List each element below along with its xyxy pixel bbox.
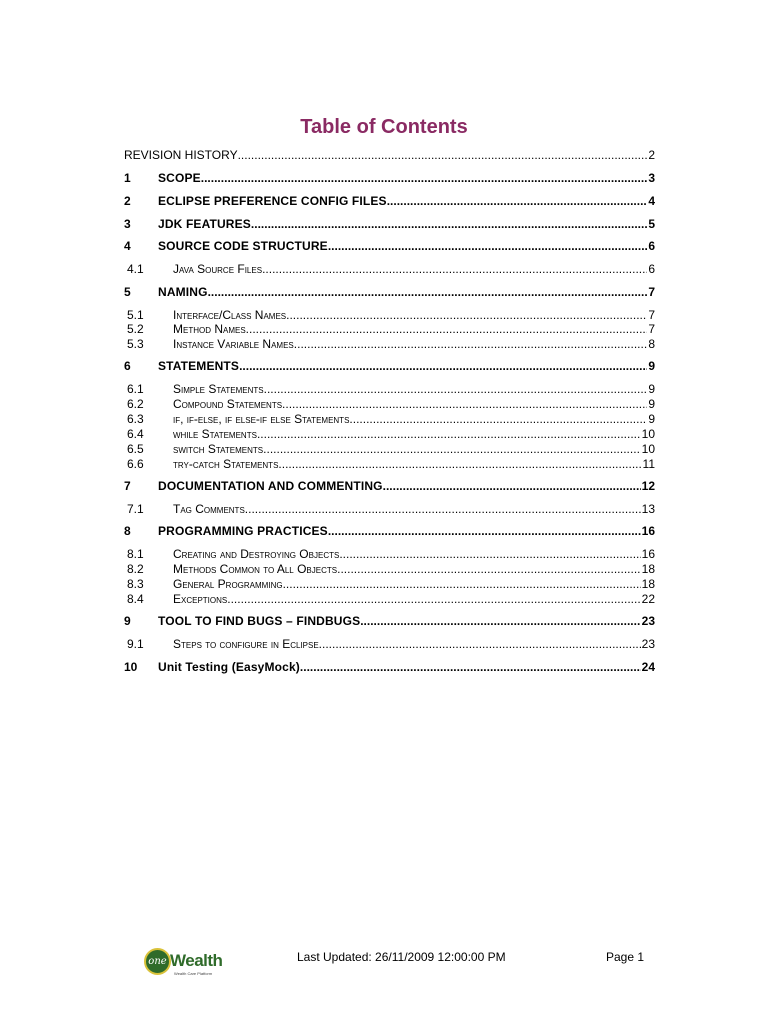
toc-entry[interactable]: [124, 148, 655, 162]
toc-entry-title: Instance Variable Names: [173, 337, 294, 351]
toc-entry-title: while Statements: [173, 427, 257, 441]
toc-entry[interactable]: [124, 285, 655, 299]
toc-entry[interactable]: [124, 479, 655, 493]
toc-entry-number: 8: [124, 524, 131, 538]
toc-entry-row: [173, 562, 655, 576]
dot-leader: [339, 547, 640, 561]
toc-entry-title: General Programming: [173, 577, 283, 591]
logo-mark-icon: one: [144, 948, 171, 975]
toc-entry-page: 13: [641, 502, 655, 516]
dot-leader: [227, 592, 640, 606]
toc-entry-row: [158, 660, 655, 674]
toc-entry-page: 23: [641, 614, 655, 628]
toc-entry-number: 8.3: [127, 577, 144, 591]
dot-leader: [208, 285, 648, 299]
toc-entry-number: 10: [124, 660, 138, 674]
toc-entry-number: 7: [124, 479, 131, 493]
dot-leader: [337, 562, 641, 576]
toc-subentry[interactable]: [124, 577, 655, 591]
toc-entry-row: [173, 337, 655, 351]
toc-entry-page: 4: [648, 194, 655, 208]
toc-entry-page: 7: [648, 285, 655, 299]
toc-entry-page: 22: [641, 592, 655, 606]
toc-entry-title: REVISION HISTORY: [124, 148, 238, 162]
toc-entry-page: 16: [641, 547, 655, 561]
toc-entry-title: Exceptions: [173, 592, 228, 606]
toc-subentry[interactable]: [124, 457, 655, 471]
toc-entry-number: 8.4: [127, 592, 144, 606]
toc-entry-number: 1: [124, 171, 131, 185]
dot-leader: [283, 577, 641, 591]
toc-entry[interactable]: [124, 217, 655, 231]
dot-leader: [251, 217, 647, 231]
toc-entry-number: 4.1: [127, 262, 144, 276]
dot-leader: [278, 457, 641, 471]
toc-entry-row: [173, 322, 655, 336]
toc-entry-title: PROGRAMMING PRACTICES: [158, 524, 328, 538]
toc-subentry[interactable]: [124, 322, 655, 336]
toc-subentry[interactable]: [124, 502, 655, 516]
toc-entry[interactable]: [124, 239, 655, 253]
toc-subentry[interactable]: [124, 397, 655, 411]
toc-entry[interactable]: [124, 660, 655, 674]
toc-entry-title: Creating and Destroying Objects: [173, 547, 340, 561]
onewealth-logo: [144, 947, 234, 979]
toc-entry-page: 3: [648, 171, 655, 185]
toc-subentry[interactable]: [124, 412, 655, 426]
toc-entry-title: Interface/Class Names: [173, 308, 287, 322]
toc-entry-number: 6.6: [127, 457, 144, 471]
toc-subentry[interactable]: [124, 262, 655, 276]
toc-entry-number: 9: [124, 614, 131, 628]
toc-entry-page: 6: [648, 239, 655, 253]
dot-leader: [282, 397, 647, 411]
toc-entry-row: [173, 457, 655, 471]
dot-leader: [349, 412, 647, 426]
logo-wordmark: Wealth: [170, 951, 223, 970]
toc-entry-title: STATEMENTS: [158, 359, 240, 373]
toc-subentry[interactable]: [124, 308, 655, 322]
toc-subentry[interactable]: [124, 427, 655, 441]
toc-entry-page: 9: [648, 397, 655, 411]
toc-entry-number: 5.3: [127, 337, 144, 351]
toc-entry-number: 6.2: [127, 397, 144, 411]
toc-subentry[interactable]: [124, 382, 655, 396]
toc-entry-row: [158, 359, 655, 373]
toc-subentry[interactable]: [124, 562, 655, 576]
toc-entry[interactable]: [124, 524, 655, 538]
dot-leader: [246, 322, 648, 336]
dot-leader: [239, 359, 647, 373]
toc-entry-title: Java Source Files: [173, 262, 263, 276]
toc-entry-page: 16: [641, 524, 655, 538]
toc-entry-number: 6.5: [127, 442, 144, 456]
toc-entry-row: [158, 194, 655, 208]
toc-subentry[interactable]: [124, 442, 655, 456]
toc-entry-page: 2: [648, 148, 655, 162]
dot-leader: [294, 337, 648, 351]
toc-entry[interactable]: [124, 194, 655, 208]
toc-entry-row: [124, 148, 655, 162]
toc-entry-number: 8.2: [127, 562, 144, 576]
toc-subentry[interactable]: [124, 337, 655, 351]
toc-entry-number: 9.1: [127, 637, 144, 651]
page-number: Page 1: [606, 950, 645, 964]
toc-entry-page: 9: [648, 412, 655, 426]
toc-entry-title: DOCUMENTATION AND COMMENTING: [158, 479, 383, 493]
toc-entry-title: SOURCE CODE STRUCTURE: [158, 239, 328, 253]
toc-entry-page: 10: [641, 427, 655, 441]
toc-subentry[interactable]: [124, 547, 655, 561]
toc-subentry[interactable]: [124, 592, 655, 606]
dot-leader: [257, 427, 641, 441]
toc-entry-number: 5: [124, 285, 131, 299]
toc-entry-number: 7.1: [127, 502, 144, 516]
toc-entry-page: 5: [648, 217, 655, 231]
toc-entry-page: 9: [648, 359, 655, 373]
toc-entry-number: 6.4: [127, 427, 144, 441]
toc-entry-title: ECLIPSE PREFERENCE CONFIG FILES: [158, 194, 387, 208]
toc-entry-title: JDK FEATURES: [158, 217, 251, 231]
toc-subentry[interactable]: [124, 637, 655, 651]
toc-entry-page: 18: [641, 577, 655, 591]
toc-entry-page: 9: [648, 382, 655, 396]
toc-entry-row: [173, 412, 655, 426]
toc-entry-row: [173, 442, 655, 456]
toc-entry-row: [173, 427, 655, 441]
dot-leader: [387, 194, 648, 208]
toc-entry-title: switch Statements: [173, 442, 264, 456]
toc-entry-row: [158, 285, 655, 299]
toc-entry-title: Method Names: [173, 322, 246, 336]
toc-entry-number: 2: [124, 194, 131, 208]
toc-entry-row: [173, 397, 655, 411]
toc-entry-title: Methods Common to All Objects: [173, 562, 338, 576]
logo-tagline: Wealth Care Platform: [174, 971, 213, 976]
dot-leader: [328, 239, 647, 253]
toc-entry-title: Tag Comments: [173, 502, 245, 516]
toc-entry-row: [173, 382, 655, 396]
toc-entry-row: [158, 479, 655, 493]
toc-entry[interactable]: [124, 614, 655, 628]
toc-entry-page: 12: [641, 479, 655, 493]
toc-entry-page: 8: [648, 337, 655, 351]
toc-entry-page: 23: [641, 637, 655, 651]
toc-entry-title: Simple Statements: [173, 382, 264, 396]
toc-entry-row: [158, 524, 655, 538]
toc-entry-page: 6: [648, 262, 655, 276]
toc-entry[interactable]: [124, 171, 655, 185]
toc-entry-page: 24: [641, 660, 655, 674]
toc-entry-title: Compound Statements: [173, 397, 283, 411]
toc-entry-title: NAMING: [158, 285, 208, 299]
toc-entry-page: 7: [648, 308, 655, 322]
toc-entry-title: TOOL TO FIND BUGS – FINDBUGS: [158, 614, 361, 628]
toc-entry-number: 5.1: [127, 308, 144, 322]
dot-leader: [383, 479, 641, 493]
toc-entry[interactable]: [124, 359, 655, 373]
toc-entry-row: [158, 217, 655, 231]
toc-entry-title: Unit Testing (EasyMock): [158, 660, 300, 674]
toc-entry-row: [173, 592, 655, 606]
toc-entry-page: 18: [641, 562, 655, 576]
dot-leader: [238, 148, 648, 162]
toc-entry-row: [173, 262, 655, 276]
toc-entry-row: [158, 614, 655, 628]
dot-leader: [286, 308, 647, 322]
toc-entry-page: 7: [648, 322, 655, 336]
dot-leader: [264, 382, 648, 396]
toc-title: Table of Contents: [300, 116, 468, 138]
toc-entry-number: 8.1: [127, 547, 144, 561]
dot-leader: [263, 442, 640, 456]
toc-entry-row: [173, 308, 655, 322]
dot-leader: [360, 614, 640, 628]
toc-entry-title: if, if-else, if else-if else Statements: [173, 412, 350, 426]
toc-entry-page: 10: [641, 442, 655, 456]
toc-entry-row: [173, 502, 655, 516]
toc-entry-title: Steps to configure in Eclipse: [173, 637, 319, 651]
dot-leader: [300, 660, 641, 674]
toc-entry-number: 6.1: [127, 382, 144, 396]
toc-entry-row: [158, 239, 655, 253]
dot-leader: [245, 502, 641, 516]
dot-leader: [328, 524, 641, 538]
last-updated: Last Updated: 26/11/2009 12:00:00 PM: [297, 950, 506, 964]
toc-entry-title: try-catch Statements: [173, 457, 279, 471]
toc-entry-row: [173, 547, 655, 561]
toc-entry-title: SCOPE: [158, 171, 201, 185]
dot-leader: [201, 171, 648, 185]
toc-entry-row: [158, 171, 655, 185]
toc-entry-number: 4: [124, 239, 131, 253]
toc-entry-number: 6.3: [127, 412, 144, 426]
toc-entry-row: [173, 577, 655, 591]
toc-entry-number: 6: [124, 359, 131, 373]
toc-entry-row: [173, 637, 655, 651]
toc-entry-number: 3: [124, 217, 131, 231]
dot-leader: [319, 637, 641, 651]
toc-entry-number: 5.2: [127, 322, 144, 336]
dot-leader: [262, 262, 647, 276]
toc-entry-page: 11: [642, 457, 655, 471]
